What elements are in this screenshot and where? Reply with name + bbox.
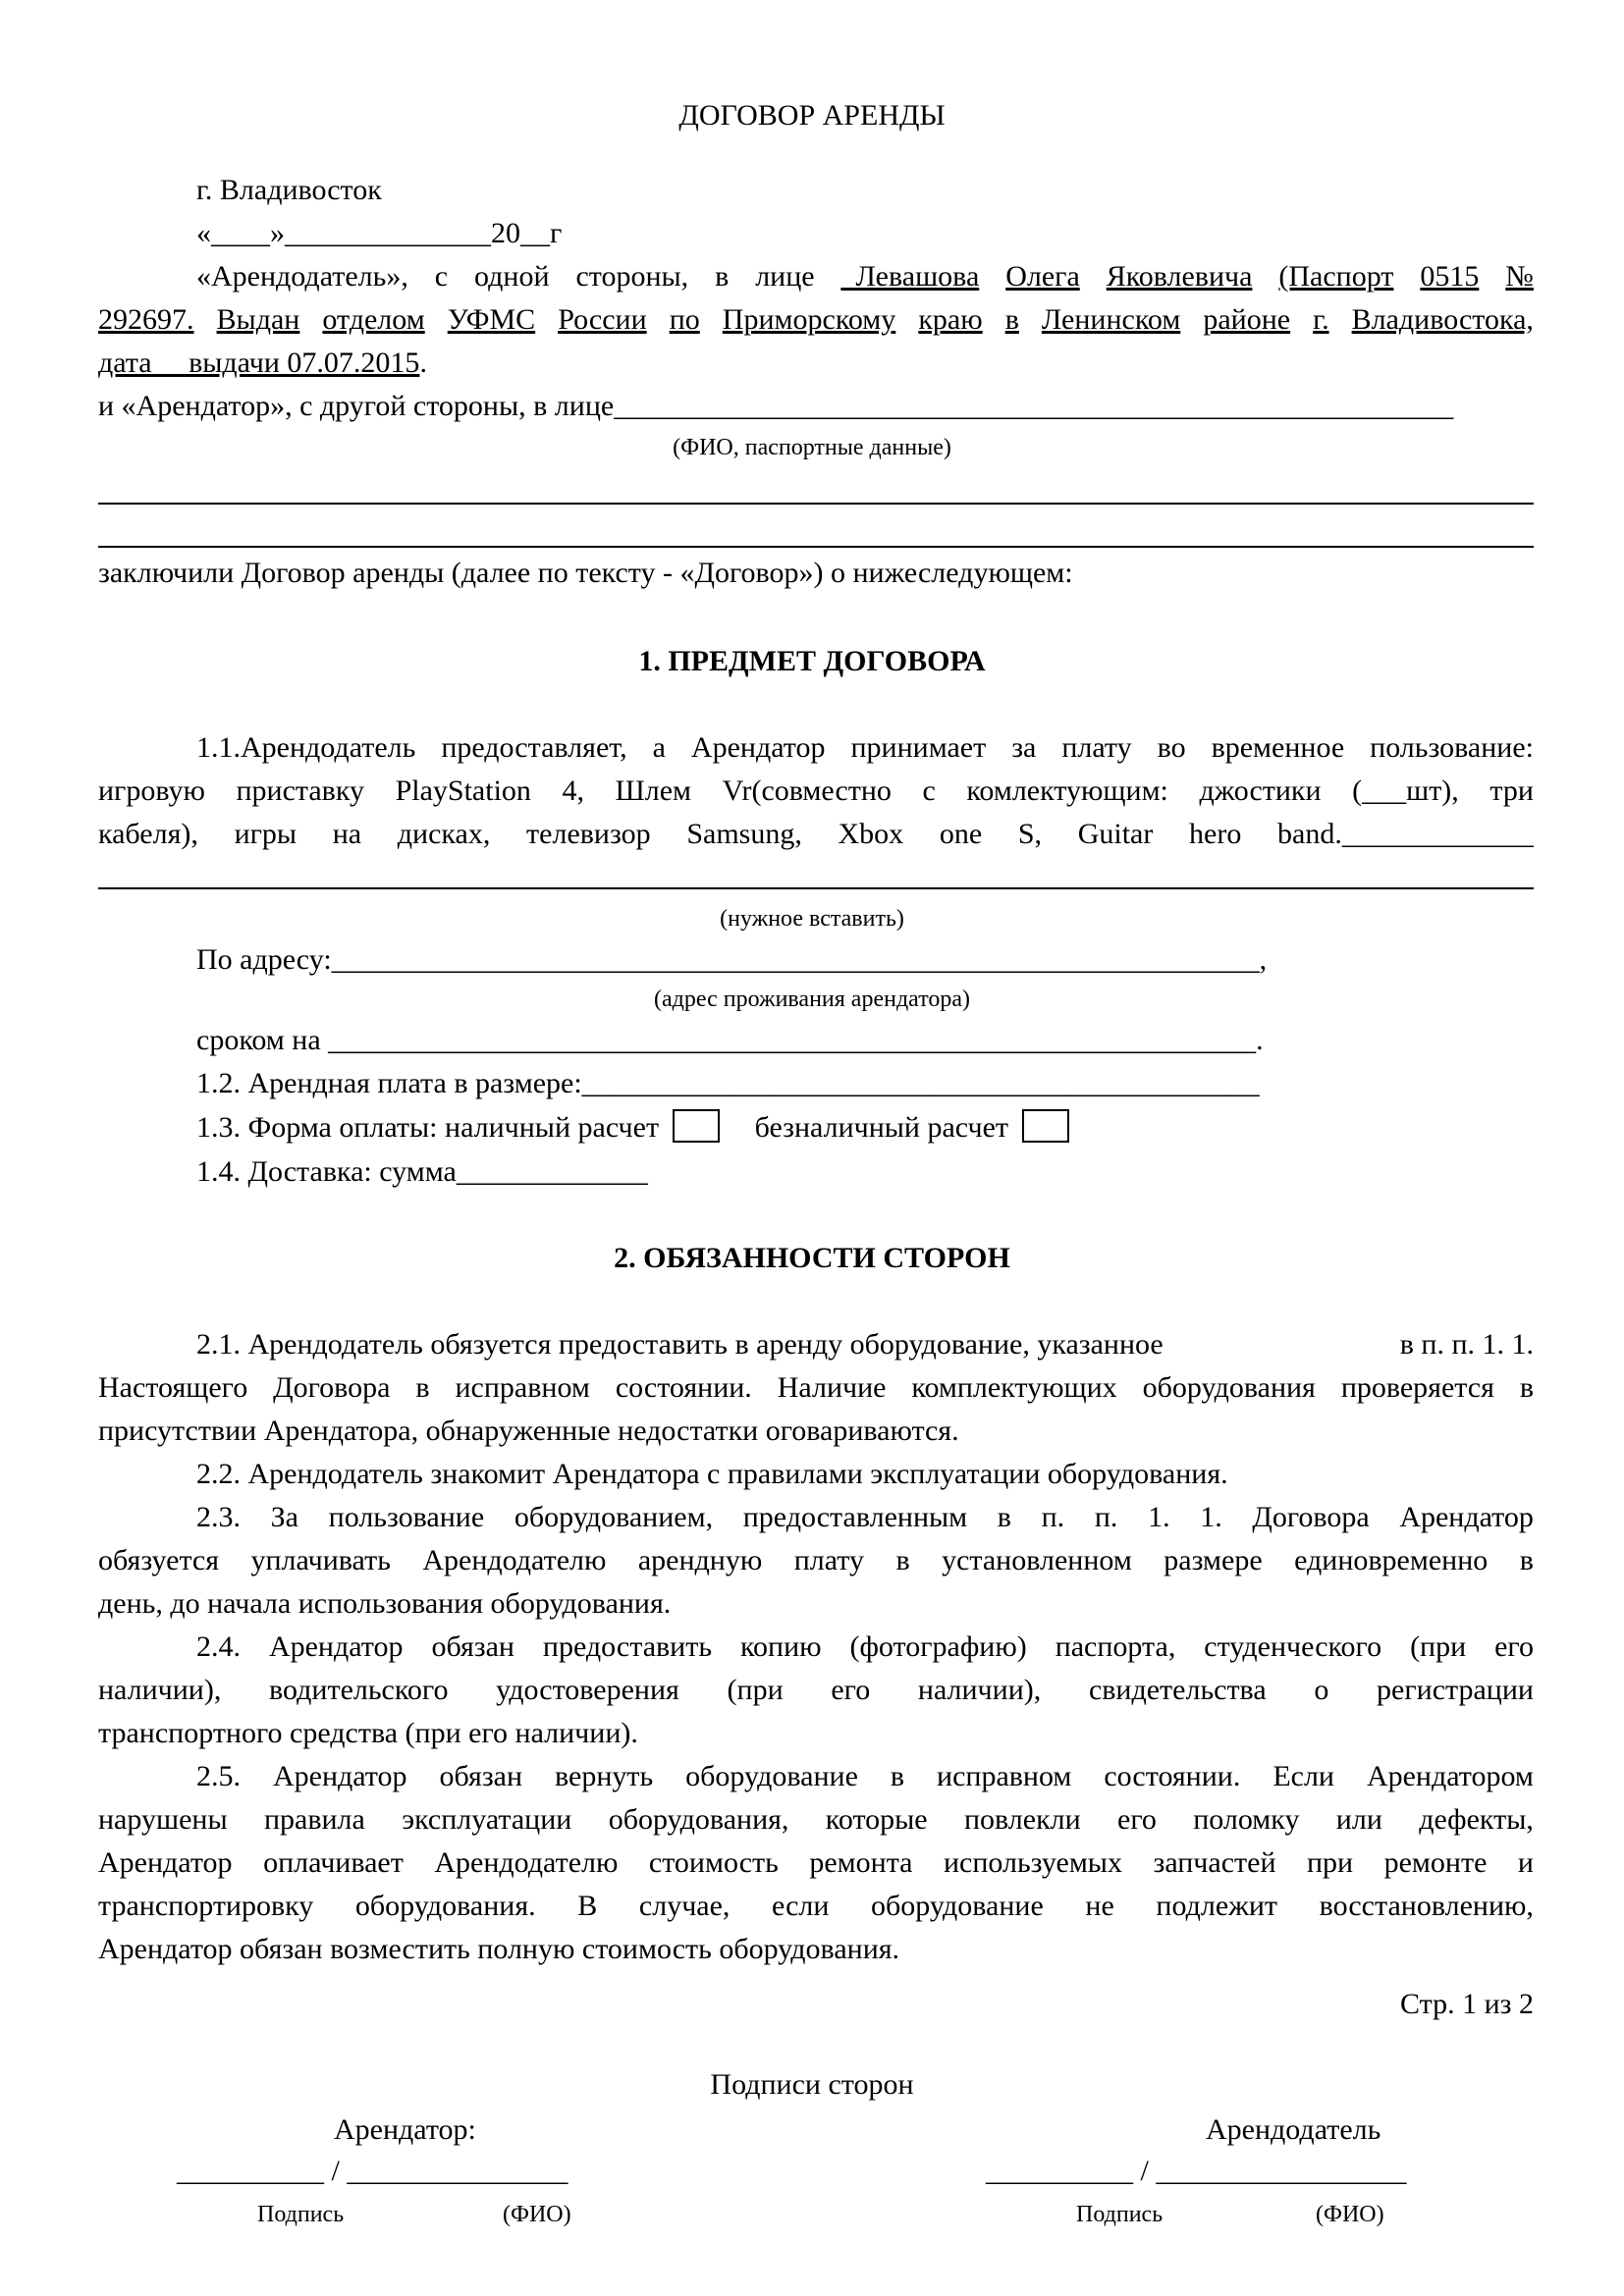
word: Ленинском <box>1041 303 1181 336</box>
term-line: сроком на _______________________________________________________________. <box>196 1024 1264 1056</box>
blank-rule-1 <box>98 503 1534 505</box>
word: PlayStation <box>395 774 531 807</box>
word: S, <box>1017 818 1043 850</box>
word: (___шт), <box>1352 774 1459 807</box>
word: Приморскому <box>722 303 896 336</box>
p11-line-2 <box>98 774 1534 809</box>
word: 1.1.Арендодатель <box>196 731 416 764</box>
word: нарушены <box>98 1803 228 1836</box>
word: 1. <box>1200 1501 1222 1533</box>
signatures-title: Подписи сторон <box>710 2068 914 2101</box>
word: по <box>669 303 700 336</box>
word: случае, <box>638 1890 731 1922</box>
word: районе <box>1203 303 1291 336</box>
word: проверяется <box>1340 1371 1494 1404</box>
word: Арендатор <box>98 1846 233 1879</box>
word: 0515 <box>1420 260 1480 293</box>
word: п. <box>1094 1501 1118 1533</box>
city: г. Владивосток <box>196 174 382 206</box>
word: игры <box>234 818 298 850</box>
word: предоставить <box>542 1630 713 1663</box>
word: предоставленным <box>742 1501 968 1533</box>
passport-issue-date: дата__ выдачи 07.07.2015 <box>98 347 420 379</box>
word: свидетельства <box>1088 1674 1267 1706</box>
word: копию <box>739 1630 822 1663</box>
landlord-signature-line: __________ / _________________ <box>986 2155 1407 2187</box>
word: обязан <box>431 1630 514 1663</box>
word: отделом <box>322 303 425 336</box>
tenant-line: и «Арендатор», с другой стороны, в лице_________________________________________________________ <box>98 390 1454 422</box>
word: 2.3. <box>196 1501 241 1533</box>
word: установленном <box>942 1544 1132 1576</box>
word: ремонта <box>809 1846 913 1879</box>
word: «Арендодатель», <box>196 260 408 293</box>
p23-line-1 <box>196 1500 1534 1535</box>
p25-line-5: Арендатор обязан возместить полную стоимость оборудования. <box>98 1933 900 1965</box>
word: оплачивает <box>263 1846 404 1879</box>
word: В <box>577 1890 598 1922</box>
word: принимает <box>850 731 987 764</box>
tenant-sign-caption: Подпись <box>257 2202 345 2227</box>
word: оборудования <box>1142 1371 1316 1404</box>
word: во <box>1157 731 1186 764</box>
p24-line-1 <box>196 1629 1534 1665</box>
word: в <box>415 1371 430 1404</box>
word: Samsung, <box>686 818 802 850</box>
word: № <box>1505 260 1534 293</box>
word: за <box>1011 731 1037 764</box>
word: оборудованием, <box>514 1501 714 1533</box>
word: если <box>772 1890 830 1922</box>
word: размере <box>1164 1544 1263 1576</box>
word: 292697. <box>98 303 194 336</box>
word: студенческого <box>1204 1630 1382 1663</box>
p21-line-2 <box>98 1370 1534 1406</box>
word: Олега <box>1005 260 1080 293</box>
landlord-signature-label: Арендодатель <box>1206 2113 1381 2146</box>
word: его <box>831 1674 871 1706</box>
rent-amount-line: 1.2. Арендная плата в размере:______________________________________________ <box>196 1067 1260 1099</box>
word: ремонте <box>1383 1846 1488 1879</box>
word: (при <box>727 1674 784 1706</box>
word: плату <box>793 1544 864 1576</box>
word: За <box>270 1501 299 1533</box>
word: подлежит <box>1156 1890 1278 1922</box>
p11-line-1 <box>196 730 1534 766</box>
word: Арендодателю <box>434 1846 619 1879</box>
word: Выдан <box>216 303 300 336</box>
word: игровую <box>98 774 205 807</box>
payment-form-line <box>196 1109 1069 1146</box>
p25-line-4 <box>98 1889 1534 1924</box>
word: на <box>332 818 362 850</box>
word: не <box>1085 1890 1114 1922</box>
word: Арендатор <box>1399 1501 1534 1533</box>
section-2-title: 2. ОБЯЗАННОСТИ СТОРОН <box>614 1242 1010 1274</box>
p21-line-3: присутствии Арендатора, обнаруженные недостатки оговариваются. <box>98 1415 959 1447</box>
word: УФМС <box>447 303 536 336</box>
noncash-label: безналичный расчет <box>754 1111 1009 1144</box>
landlord-line-3-period: . <box>419 347 427 379</box>
word: в <box>997 1501 1011 1533</box>
word: кабеля), <box>98 818 198 850</box>
tenant-signature-line: __________ / _______________ <box>177 2155 568 2187</box>
p25-line-1 <box>196 1759 1534 1794</box>
word: дефекты, <box>1419 1803 1534 1836</box>
word: и <box>1517 1846 1534 1879</box>
word: восстановлению, <box>1319 1890 1534 1922</box>
address-caption: (адрес проживания арендатора) <box>653 987 971 1012</box>
p21-line-1-ref: в п. п. 1. 1. <box>1399 1328 1534 1361</box>
concluded-line: заключили Договор аренды (далее по тексту - «Договор») о нижеследующем: <box>98 557 1073 589</box>
section-1-title: 1. ПРЕДМЕТ ДОГОВОРА <box>638 645 986 677</box>
word: обязан <box>439 1760 523 1792</box>
insert-caption: (нужное вставить) <box>720 906 904 932</box>
word: паспорта, <box>1055 1630 1176 1663</box>
word: one <box>939 818 983 850</box>
p22-line: 2.2. Арендодатель знакомит Арендатора с правилами эксплуатации оборудования. <box>196 1458 1228 1490</box>
word: его <box>1494 1630 1534 1663</box>
word: России <box>558 303 647 336</box>
word: водительского <box>269 1674 449 1706</box>
word: его <box>1117 1803 1157 1836</box>
word: Если <box>1272 1760 1334 1792</box>
word: Договора <box>273 1371 391 1404</box>
word: Шлем <box>615 774 692 807</box>
word: с <box>434 260 449 293</box>
word: Договора <box>1252 1501 1370 1533</box>
p25-line-2 <box>98 1802 1534 1838</box>
word: состоянии. <box>615 1371 752 1404</box>
landlord-line-2 <box>98 302 1534 338</box>
word: исправном <box>937 1760 1072 1792</box>
word: телевизор <box>526 818 651 850</box>
word: предоставляет, <box>441 731 627 764</box>
tenant-name-caption: (ФИО) <box>503 2202 571 2227</box>
address-line: По адресу:_______________________________________________________________, <box>196 943 1268 976</box>
word: лице <box>755 260 815 293</box>
word: (при <box>1410 1630 1467 1663</box>
word: арендную <box>637 1544 763 1576</box>
word: 1. <box>1148 1501 1170 1533</box>
word: Vr(совместно <box>722 774 892 807</box>
p24-line-3: транспортного средства (при его наличии). <box>98 1717 638 1749</box>
word: Арендодателю <box>422 1544 607 1576</box>
word: стороны, <box>575 260 689 293</box>
word: в <box>1519 1544 1534 1576</box>
word: Настоящего <box>98 1371 248 1404</box>
word: краю <box>918 303 983 336</box>
word: единовременно <box>1294 1544 1489 1576</box>
word: Арендатором <box>1366 1760 1534 1792</box>
word: Яковлевича <box>1106 260 1253 293</box>
word: джостики <box>1199 774 1322 807</box>
blank-rule-2 <box>98 546 1534 548</box>
word: используемых <box>944 1846 1122 1879</box>
word: дисках, <box>397 818 491 850</box>
word: hero <box>1189 818 1242 850</box>
word: запчастей <box>1153 1846 1276 1879</box>
word: (фотографию) <box>849 1630 1027 1663</box>
document-title: ДОГОВОР АРЕНДЫ <box>678 99 946 132</box>
blank-rule-3 <box>98 887 1534 889</box>
landlord-line-1 <box>196 259 1534 294</box>
word: г. <box>1313 303 1329 336</box>
word: Guitar <box>1077 818 1154 850</box>
tenant-caption: (ФИО, паспортные данные) <box>673 435 951 460</box>
tenant-signature-label: Арендатор: <box>334 2113 476 2146</box>
word: 4, <box>562 774 584 807</box>
word: в <box>890 1760 905 1792</box>
word: регистрации <box>1377 1674 1534 1706</box>
cash-checkbox[interactable] <box>673 1109 720 1143</box>
landlord-sign-caption: Подпись <box>1076 2202 1164 2227</box>
word: исправном <box>455 1371 590 1404</box>
delivery-line: 1.4. Доставка: сумма_____________ <box>196 1155 648 1188</box>
word: Арендатор <box>272 1760 407 1792</box>
word: (Паспорт <box>1278 260 1394 293</box>
p25-line-3 <box>98 1845 1534 1881</box>
contract-date-line: «____»______________20__г <box>196 217 563 249</box>
word: в <box>1519 1371 1534 1404</box>
word: Наличие <box>777 1371 887 1404</box>
word: оборудования, <box>608 1803 789 1836</box>
p23-line-2 <box>98 1543 1534 1578</box>
word: наличии), <box>98 1674 222 1706</box>
word: транспортировку <box>98 1890 314 1922</box>
word: band._____________ <box>1277 818 1534 850</box>
word: эксплуатации <box>402 1803 572 1836</box>
word: Xbox <box>838 818 904 850</box>
word: три <box>1489 774 1534 807</box>
word: вернуть <box>555 1760 654 1792</box>
word: 2.5. <box>196 1760 241 1792</box>
word: удостоверения <box>496 1674 679 1706</box>
word: или <box>1335 1803 1382 1836</box>
word: временное <box>1211 731 1345 764</box>
word: о <box>1314 1674 1329 1706</box>
word: _Левашова <box>840 260 980 293</box>
word: повлекли <box>963 1803 1081 1836</box>
word: в <box>895 1544 910 1576</box>
p24-line-2 <box>98 1673 1534 1708</box>
landlord-name-caption: (ФИО) <box>1316 2202 1384 2227</box>
p21-line-1: 2.1. Арендодатель обязуется предоставить в аренду оборудование, указанное <box>196 1328 1164 1361</box>
word: Владивостока, <box>1351 303 1534 336</box>
word: уплачивать <box>250 1544 391 1576</box>
word: оборудование <box>685 1760 858 1792</box>
landlord-line-3 <box>98 346 427 381</box>
page-number: Стр. 1 из 2 <box>1400 1988 1534 2020</box>
p11-line-3 <box>98 817 1534 852</box>
word: п. <box>1041 1501 1065 1533</box>
word: наличии), <box>917 1674 1042 1706</box>
word: пользование <box>328 1501 485 1533</box>
word: плату <box>1061 731 1132 764</box>
word: в <box>1004 303 1019 336</box>
word: состоянии. <box>1104 1760 1241 1792</box>
word: приставку <box>236 774 365 807</box>
word: одной <box>474 260 550 293</box>
word: при <box>1307 1846 1354 1879</box>
word: обязуется <box>98 1544 220 1576</box>
word: оборудование <box>871 1890 1044 1922</box>
word: Арендатор <box>690 731 826 764</box>
p23-line-3: день, до начала использования оборудования. <box>98 1587 672 1620</box>
word: комлектующим: <box>966 774 1168 807</box>
word: в <box>715 260 730 293</box>
noncash-checkbox[interactable] <box>1022 1109 1069 1143</box>
cash-label: 1.3. Форма оплаты: наличный расчет <box>196 1111 660 1144</box>
word: пользование: <box>1370 731 1534 764</box>
word: правила <box>263 1803 365 1836</box>
word: поломку <box>1193 1803 1300 1836</box>
word: а <box>652 731 666 764</box>
word: с <box>922 774 936 807</box>
word: Арендатор <box>268 1630 404 1663</box>
word: 2.4. <box>196 1630 241 1663</box>
word: стоимость <box>648 1846 779 1879</box>
word: комплектующих <box>911 1371 1117 1404</box>
word: оборудования. <box>354 1890 536 1922</box>
word: которые <box>825 1803 928 1836</box>
